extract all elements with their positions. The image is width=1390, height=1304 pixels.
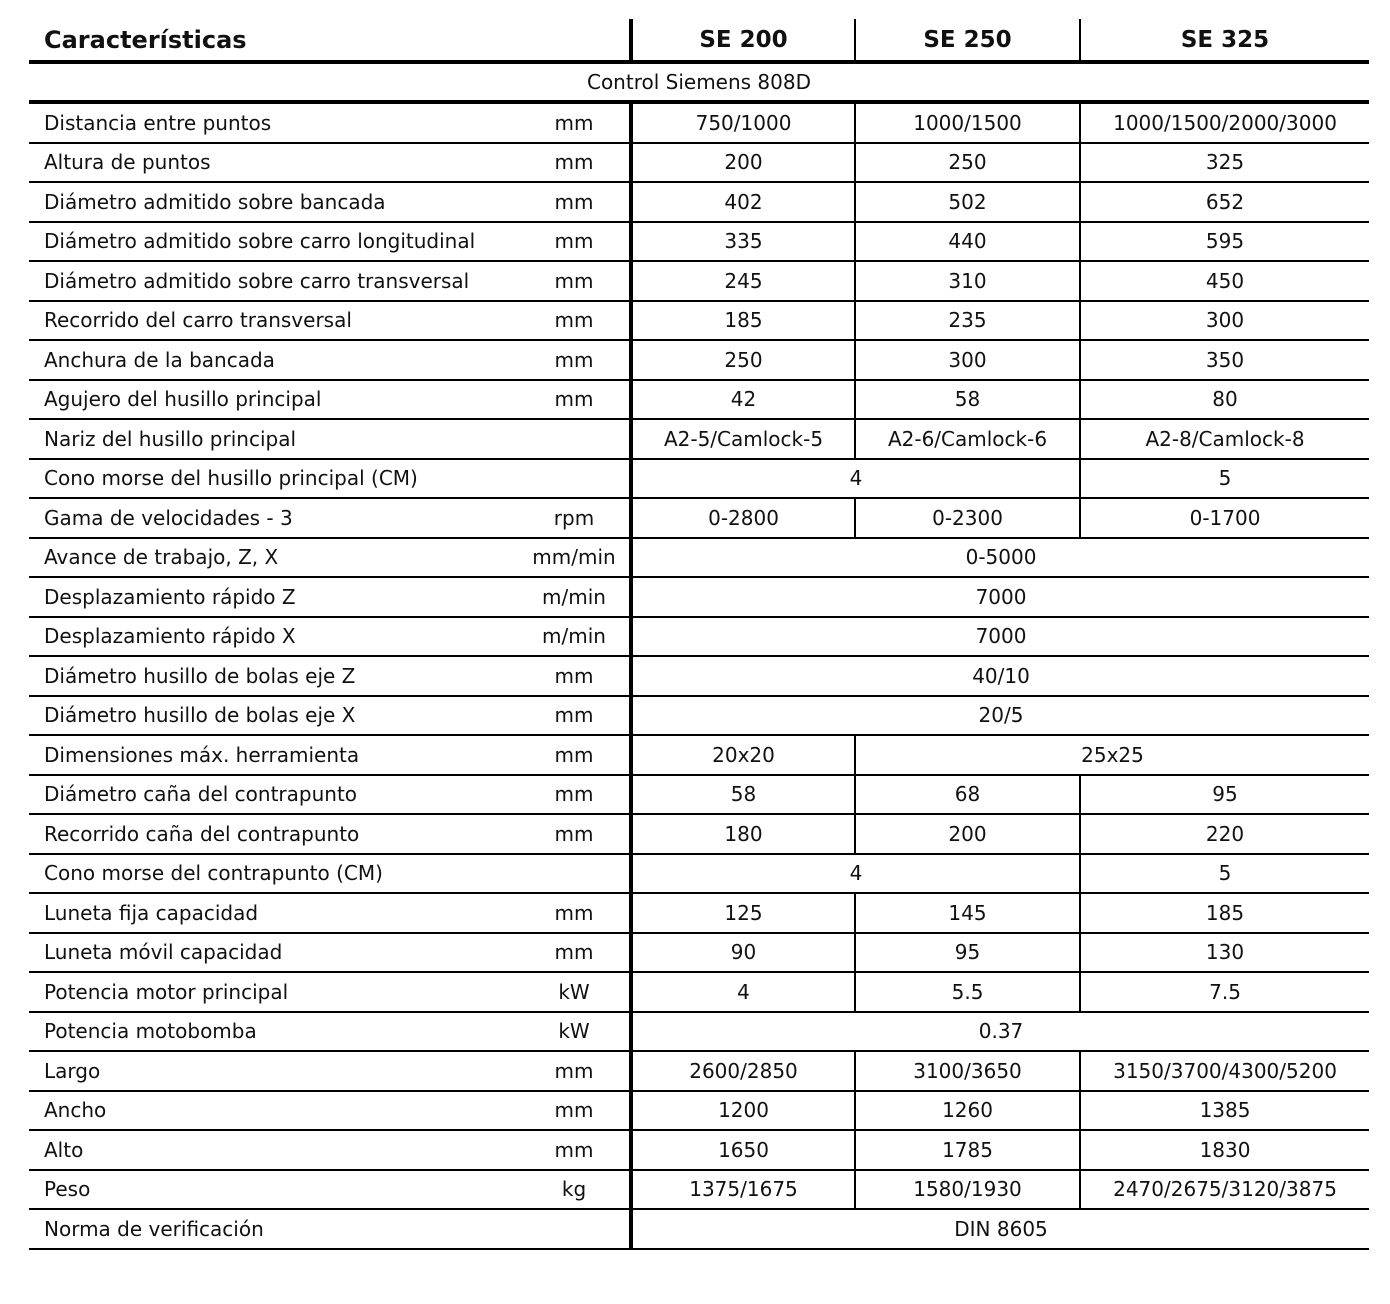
spec-name: Diámetro caña del contrapunto <box>29 775 519 815</box>
spec-unit: mm <box>519 143 631 183</box>
spec-unit: m/min <box>519 577 631 617</box>
column-header-model-se250: SE 250 <box>855 19 1080 62</box>
table-row <box>29 893 1369 933</box>
spec-name: Altura de puntos <box>29 143 519 183</box>
table-row <box>29 735 1369 775</box>
section-row <box>29 62 1369 102</box>
spec-unit: kg <box>519 1170 631 1210</box>
table-row <box>29 380 1369 420</box>
spec-value: 7000 <box>631 617 1369 657</box>
table-row <box>29 261 1369 301</box>
spec-unit: mm <box>519 814 631 854</box>
spec-name: Peso <box>29 1170 519 1210</box>
spec-name: Distancia entre puntos <box>29 102 519 143</box>
spec-value: 0.37 <box>631 1012 1369 1052</box>
spec-value: 95 <box>1080 775 1369 815</box>
spec-value: 750/1000 <box>631 102 855 143</box>
table-row <box>29 617 1369 657</box>
spec-value: 5 <box>1080 854 1369 894</box>
table-row <box>29 696 1369 736</box>
table-row <box>29 419 1369 459</box>
table-row <box>29 459 1369 499</box>
spec-value: 440 <box>855 222 1080 262</box>
spec-value: 20/5 <box>631 696 1369 736</box>
table-row <box>29 182 1369 222</box>
table-row <box>29 1051 1369 1091</box>
spec-name: Dimensiones máx. herramienta <box>29 735 519 775</box>
spec-unit: mm <box>519 775 631 815</box>
spec-value: 42 <box>631 380 855 420</box>
spec-value: 652 <box>1080 182 1369 222</box>
spec-unit: kW <box>519 972 631 1012</box>
spec-unit: mm <box>519 182 631 222</box>
spec-name: Potencia motobomba <box>29 1012 519 1052</box>
spec-value: 0-2300 <box>855 498 1080 538</box>
spec-value: A2-5/Camlock-5 <box>631 419 855 459</box>
spec-value: 0-5000 <box>631 538 1369 578</box>
spec-name: Diámetro admitido sobre carro transversal <box>29 261 519 301</box>
spec-unit: m/min <box>519 617 631 657</box>
column-header-model-se200: SE 200 <box>631 19 855 62</box>
spec-unit: mm <box>519 102 631 143</box>
spec-value: 58 <box>855 380 1080 420</box>
spec-value: 1200 <box>631 1091 855 1131</box>
spec-name: Diámetro admitido sobre bancada <box>29 182 519 222</box>
spec-name: Potencia motor principal <box>29 972 519 1012</box>
spec-value: 300 <box>1080 301 1369 341</box>
spec-value: 1000/1500 <box>855 102 1080 143</box>
spec-value: 68 <box>855 775 1080 815</box>
spec-name: Diámetro husillo de bolas eje X <box>29 696 519 736</box>
spec-name: Luneta fija capacidad <box>29 893 519 933</box>
spec-value: 250 <box>855 143 1080 183</box>
spec-name: Gama de velocidades - 3 <box>29 498 519 538</box>
spec-value: A2-8/Camlock-8 <box>1080 419 1369 459</box>
spec-value: 185 <box>631 301 855 341</box>
spec-value: 130 <box>1080 933 1369 973</box>
table-row <box>29 814 1369 854</box>
spec-value: 0-2800 <box>631 498 855 538</box>
table-row <box>29 1130 1369 1170</box>
spec-sheet <box>29 19 1369 1250</box>
spec-name: Desplazamiento rápido X <box>29 617 519 657</box>
spec-unit <box>519 854 631 894</box>
table-row <box>29 102 1369 143</box>
table-row <box>29 1012 1369 1052</box>
spec-value: 180 <box>631 814 855 854</box>
spec-name: Cono morse del contrapunto (CM) <box>29 854 519 894</box>
section-title: Control Siemens 808D <box>29 62 1369 102</box>
table-row <box>29 222 1369 262</box>
spec-value: 200 <box>631 143 855 183</box>
spec-value: 200 <box>855 814 1080 854</box>
table-row <box>29 1209 1369 1249</box>
spec-value: 185 <box>1080 893 1369 933</box>
table-row <box>29 538 1369 578</box>
spec-value: DIN 8605 <box>631 1209 1369 1249</box>
spec-unit <box>519 459 631 499</box>
spec-value: 1260 <box>855 1091 1080 1131</box>
column-header-characteristics: Características <box>29 19 631 62</box>
spec-unit: mm <box>519 340 631 380</box>
table-row <box>29 498 1369 538</box>
spec-unit: mm <box>519 1130 631 1170</box>
spec-name: Nariz del husillo principal <box>29 419 519 459</box>
spec-value: 1385 <box>1080 1091 1369 1131</box>
spec-name: Cono morse del husillo principal (CM) <box>29 459 519 499</box>
table-row <box>29 933 1369 973</box>
spec-unit: mm <box>519 1091 631 1131</box>
table-row <box>29 1091 1369 1131</box>
spec-name: Agujero del husillo principal <box>29 380 519 420</box>
spec-value: 235 <box>855 301 1080 341</box>
spec-unit: mm <box>519 261 631 301</box>
spec-unit: mm <box>519 301 631 341</box>
spec-unit: mm <box>519 735 631 775</box>
spec-unit: rpm <box>519 498 631 538</box>
spec-name: Recorrido caña del contrapunto <box>29 814 519 854</box>
spec-value: 595 <box>1080 222 1369 262</box>
spec-unit: kW <box>519 1012 631 1052</box>
spec-unit <box>519 1209 631 1249</box>
spec-value: 502 <box>855 182 1080 222</box>
spec-value: 245 <box>631 261 855 301</box>
spec-name: Alto <box>29 1130 519 1170</box>
spec-value: 4 <box>631 972 855 1012</box>
spec-value: 7000 <box>631 577 1369 617</box>
spec-value: 1375/1675 <box>631 1170 855 1210</box>
spec-value: 145 <box>855 893 1080 933</box>
spec-value: 4 <box>631 854 1080 894</box>
spec-unit: mm/min <box>519 538 631 578</box>
table-row <box>29 972 1369 1012</box>
spec-unit: mm <box>519 222 631 262</box>
specs-table-body <box>29 19 1369 1249</box>
spec-value: 5 <box>1080 459 1369 499</box>
spec-value: 402 <box>631 182 855 222</box>
spec-name: Desplazamiento rápido Z <box>29 577 519 617</box>
spec-value: 7.5 <box>1080 972 1369 1012</box>
spec-value: 1000/1500/2000/3000 <box>1080 102 1369 143</box>
spec-value: 220 <box>1080 814 1369 854</box>
spec-unit: mm <box>519 933 631 973</box>
spec-value: 450 <box>1080 261 1369 301</box>
spec-value: A2-6/Camlock-6 <box>855 419 1080 459</box>
spec-value: 95 <box>855 933 1080 973</box>
spec-name: Largo <box>29 1051 519 1091</box>
spec-name: Anchura de la bancada <box>29 340 519 380</box>
column-header-model-se325: SE 325 <box>1080 19 1369 62</box>
spec-value: 1830 <box>1080 1130 1369 1170</box>
spec-name: Ancho <box>29 1091 519 1131</box>
spec-value: 20x20 <box>631 735 855 775</box>
spec-name: Luneta móvil capacidad <box>29 933 519 973</box>
spec-unit: mm <box>519 696 631 736</box>
spec-value: 300 <box>855 340 1080 380</box>
spec-value: 80 <box>1080 380 1369 420</box>
spec-value: 25x25 <box>855 735 1369 775</box>
spec-value: 5.5 <box>855 972 1080 1012</box>
spec-value: 1580/1930 <box>855 1170 1080 1210</box>
spec-value: 3150/3700/4300/5200 <box>1080 1051 1369 1091</box>
spec-name: Diámetro husillo de bolas eje Z <box>29 656 519 696</box>
spec-value: 125 <box>631 893 855 933</box>
spec-name: Diámetro admitido sobre carro longitudinal <box>29 222 519 262</box>
spec-name: Norma de verificación <box>29 1209 519 1249</box>
header-row <box>29 19 1369 62</box>
spec-value: 325 <box>1080 143 1369 183</box>
spec-value: 90 <box>631 933 855 973</box>
spec-name: Avance de trabajo, Z, X <box>29 538 519 578</box>
spec-unit: mm <box>519 1051 631 1091</box>
spec-value: 40/10 <box>631 656 1369 696</box>
table-row <box>29 340 1369 380</box>
table-row <box>29 656 1369 696</box>
spec-value: 58 <box>631 775 855 815</box>
spec-value: 350 <box>1080 340 1369 380</box>
spec-value: 2600/2850 <box>631 1051 855 1091</box>
spec-unit: mm <box>519 656 631 696</box>
spec-unit: mm <box>519 380 631 420</box>
table-row <box>29 577 1369 617</box>
spec-value: 0-1700 <box>1080 498 1369 538</box>
spec-value: 335 <box>631 222 855 262</box>
spec-value: 250 <box>631 340 855 380</box>
spec-value: 3100/3650 <box>855 1051 1080 1091</box>
table-row <box>29 301 1369 341</box>
specs-table <box>29 19 1369 1250</box>
table-row <box>29 143 1369 183</box>
spec-unit: mm <box>519 893 631 933</box>
table-row <box>29 1170 1369 1210</box>
spec-name: Recorrido del carro transversal <box>29 301 519 341</box>
spec-value: 1785 <box>855 1130 1080 1170</box>
table-row <box>29 775 1369 815</box>
table-row <box>29 854 1369 894</box>
spec-value: 4 <box>631 459 1080 499</box>
spec-value: 1650 <box>631 1130 855 1170</box>
spec-unit <box>519 419 631 459</box>
spec-value: 310 <box>855 261 1080 301</box>
spec-value: 2470/2675/3120/3875 <box>1080 1170 1369 1210</box>
